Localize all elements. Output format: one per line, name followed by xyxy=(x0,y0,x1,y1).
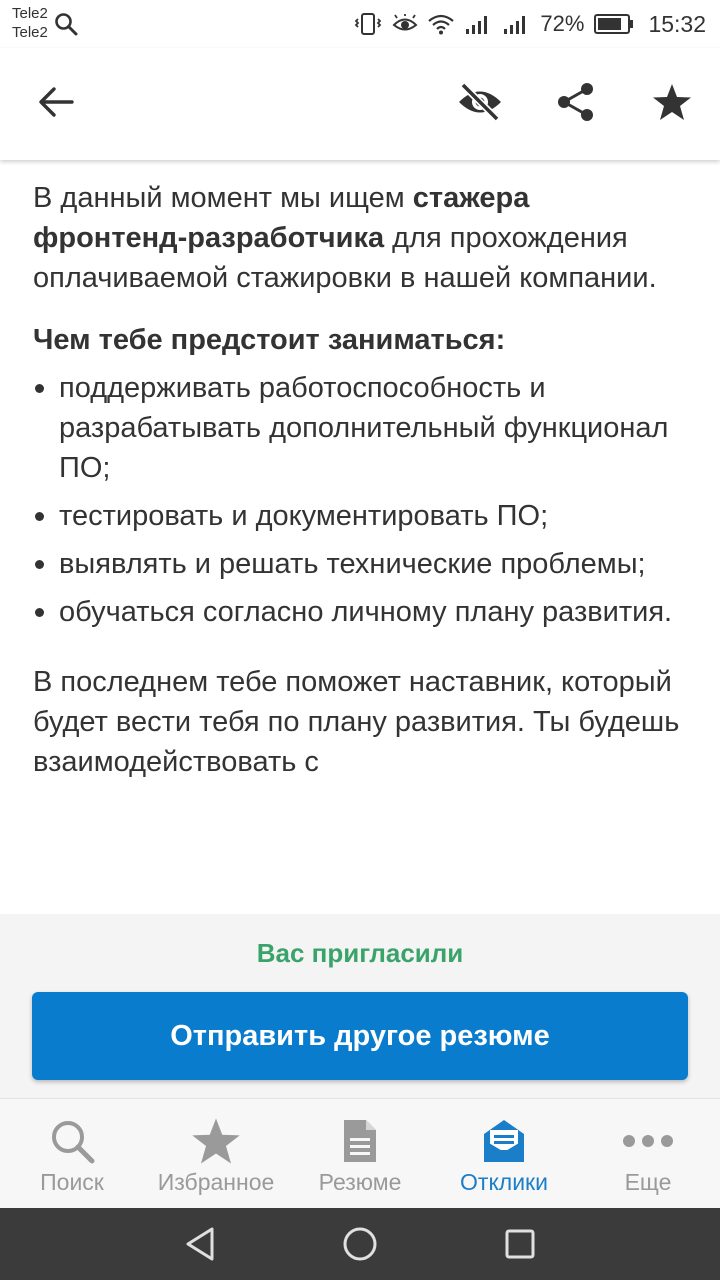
eye-off-icon xyxy=(457,83,503,126)
signal-icon-1 xyxy=(464,13,492,35)
status-bar xyxy=(0,0,720,48)
inbox-icon xyxy=(432,1117,576,1165)
system-recents-button[interactable] xyxy=(500,1226,540,1266)
back-button[interactable] xyxy=(28,76,84,132)
duties-title: Чем тебе предстоит заниматься: xyxy=(33,324,506,356)
carrier-name-2: Tele2 xyxy=(12,24,48,41)
square-recents-icon xyxy=(504,1228,536,1265)
star-icon xyxy=(144,1117,288,1165)
wifi-icon xyxy=(428,13,454,35)
search-icon xyxy=(0,1117,144,1165)
intro-text-end: для прохождения оплачиваемой стажировки в нашей компании. xyxy=(33,222,657,294)
document-icon xyxy=(288,1117,432,1165)
vacancy-description xyxy=(0,160,720,914)
vibrate-icon xyxy=(354,12,382,36)
nav-label-more: Еще xyxy=(624,1169,672,1195)
nav-label-resume: Резюме xyxy=(318,1169,402,1195)
send-another-resume-button[interactable]: Отправить другое резюме xyxy=(32,992,688,1080)
intro-text-start: В данный момент мы ищем xyxy=(33,182,413,214)
triangle-back-icon xyxy=(184,1226,216,1267)
nav-label-favorites: Избранное xyxy=(157,1169,275,1195)
nav-item-responses[interactable] xyxy=(432,1099,576,1209)
arrow-left-icon xyxy=(38,86,74,123)
nav-item-more[interactable] xyxy=(576,1099,720,1209)
nav-item-resume[interactable] xyxy=(288,1099,432,1209)
nav-item-search[interactable] xyxy=(0,1099,144,1209)
response-status: Вас пригласили xyxy=(256,938,464,968)
bottom-navigation xyxy=(0,1098,720,1208)
list-item: тестировать и документировать ПО; xyxy=(33,496,686,536)
system-home-button[interactable] xyxy=(340,1226,380,1266)
more-icon xyxy=(576,1117,720,1165)
system-back-button[interactable] xyxy=(180,1226,220,1266)
battery-icon xyxy=(594,13,634,35)
system-navigation-bar xyxy=(0,1208,720,1280)
intro-text-bold: стажера фронтенд-разработчика xyxy=(33,182,530,254)
carrier-info xyxy=(12,5,48,43)
nav-label-search: Поиск xyxy=(40,1169,104,1195)
share-icon xyxy=(557,82,595,127)
list-item: выявлять и решать технические проблемы; xyxy=(33,544,686,584)
eye-comfort-icon xyxy=(392,14,418,34)
favorite-button[interactable] xyxy=(644,76,700,132)
circle-home-icon xyxy=(342,1226,378,1267)
list-item: поддерживать работоспособность и разрабатывать дополнительный функционал ПО; xyxy=(33,368,686,488)
hide-vacancy-button[interactable] xyxy=(452,76,508,132)
star-icon xyxy=(652,83,692,126)
mentor-paragraph: В последнем тебе поможет наставник, который будет вести тебя по плану развития. Ты будешь взаимодействовать с xyxy=(33,666,680,778)
battery-percent: 72% xyxy=(540,11,585,36)
response-action-area xyxy=(0,914,720,1098)
nav-item-favorites[interactable] xyxy=(144,1099,288,1209)
list-item: обучаться согласно личному плану развития. xyxy=(33,592,686,632)
intro-paragraph xyxy=(33,178,686,298)
search-icon xyxy=(54,12,78,41)
signal-icon-2 xyxy=(502,13,530,35)
clock: 15:32 xyxy=(648,10,706,37)
duties-list xyxy=(33,368,686,632)
share-button[interactable] xyxy=(548,76,604,132)
carrier-name-1: Tele2 xyxy=(12,5,48,22)
nav-label-responses: Отклики xyxy=(460,1169,548,1195)
app-bar xyxy=(0,48,720,160)
